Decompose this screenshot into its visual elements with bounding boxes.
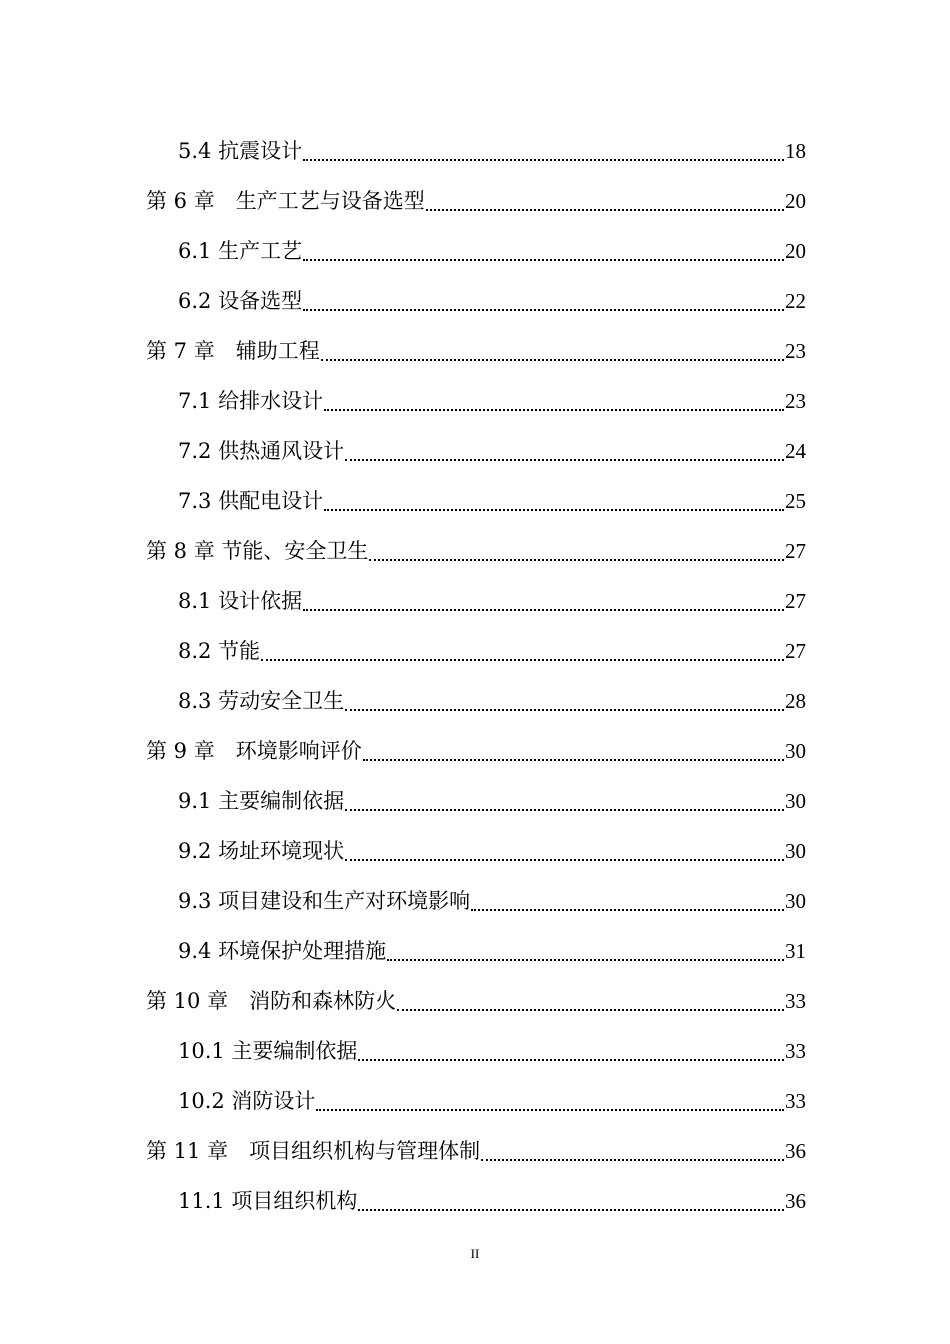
dot-leader (358, 1059, 784, 1061)
toc-entry-page: 22 (785, 289, 806, 313)
toc-entry-page: 33 (785, 1039, 806, 1063)
toc-entry[interactable] (178, 576, 806, 626)
toc-entry-page: 23 (785, 389, 806, 413)
toc-entry-title: 7.3 供配电设计 (178, 489, 324, 513)
toc-entry-page: 31 (785, 939, 806, 963)
dot-leader (387, 959, 784, 961)
toc-entry[interactable] (146, 176, 806, 226)
dot-leader (363, 759, 784, 761)
dot-leader (303, 309, 784, 311)
toc-entry-title: 7.1 给排水设计 (178, 389, 324, 413)
toc-entry-page: 30 (785, 739, 806, 763)
dot-leader (345, 809, 784, 811)
toc-entry-title: 8.2 节能 (178, 639, 261, 663)
toc-entry[interactable] (146, 976, 806, 1026)
dot-leader (481, 1159, 784, 1161)
toc-entry-page: 25 (785, 489, 806, 513)
toc-entry-title: 9.1 主要编制依据 (178, 789, 345, 813)
toc-entry[interactable] (178, 126, 806, 176)
toc-entry[interactable] (178, 876, 806, 926)
toc-entry[interactable] (178, 626, 806, 676)
dot-leader (426, 209, 784, 211)
toc-entry-title: 第 11 章 项目组织机构与管理体制 (146, 1139, 481, 1163)
toc-entry-page: 20 (785, 189, 806, 213)
toc-entry-title: 8.3 劳动安全卫生 (178, 689, 345, 713)
toc-entry[interactable] (178, 376, 806, 426)
toc-entry-title: 11.1 项目组织机构 (178, 1189, 358, 1213)
toc-entry-page: 33 (785, 1089, 806, 1113)
toc-entry-title: 10.1 主要编制依据 (178, 1039, 358, 1063)
toc-entry-page: 27 (785, 639, 806, 663)
toc-entry-title: 9.2 场址环境现状 (178, 839, 345, 863)
toc-entry[interactable] (178, 226, 806, 276)
dot-leader (369, 559, 784, 561)
toc-entry-title: 第 9 章 环境影响评价 (146, 739, 362, 763)
toc-entry-title: 9.4 环境保护处理措施 (178, 939, 387, 963)
toc-entry[interactable] (178, 1026, 806, 1076)
toc-entry[interactable] (178, 476, 806, 526)
toc-entry-page: 27 (785, 589, 806, 613)
toc-entry-title: 7.2 供热通风设计 (178, 439, 345, 463)
dot-leader (324, 409, 784, 411)
toc-entry[interactable] (178, 1176, 806, 1226)
toc-entry-page: 30 (785, 889, 806, 913)
dot-leader (471, 909, 784, 911)
toc-entry-page: 36 (785, 1189, 806, 1213)
toc-entry-title: 第 8 章 节能、安全卫生 (146, 539, 369, 563)
dot-leader (345, 859, 784, 861)
toc-entry-title: 第 6 章 生产工艺与设备选型 (146, 189, 425, 213)
toc-entry[interactable] (178, 676, 806, 726)
toc-entry-title: 6.2 设备选型 (178, 289, 303, 313)
toc-entry-page: 24 (785, 439, 806, 463)
toc-entry-title: 8.1 设计依据 (178, 589, 303, 613)
toc-entry[interactable] (146, 326, 806, 376)
toc-entry[interactable] (146, 726, 806, 776)
toc-entry-page: 27 (785, 539, 806, 563)
page-footer-number: II (470, 1246, 480, 1261)
toc-entry-page: 33 (785, 989, 806, 1013)
dot-leader (303, 259, 784, 261)
toc-entry[interactable] (178, 826, 806, 876)
toc-entry[interactable] (146, 526, 806, 576)
toc-entry-page: 30 (785, 839, 806, 863)
toc-entry-page: 36 (785, 1139, 806, 1163)
toc-entry[interactable] (146, 1126, 806, 1176)
toc-entry-page: 20 (785, 239, 806, 263)
toc-entry-page: 23 (785, 339, 806, 363)
dot-leader (321, 359, 784, 361)
toc-entry-title: 9.3 项目建设和生产对环境影响 (178, 889, 471, 913)
toc-entry-title: 6.1 生产工艺 (178, 239, 303, 263)
toc-entry-page: 18 (785, 139, 806, 163)
toc-entry-title: 10.2 消防设计 (178, 1089, 316, 1113)
toc-entry[interactable] (178, 926, 806, 976)
dot-leader (397, 1009, 784, 1011)
dot-leader (345, 459, 784, 461)
toc-entry[interactable] (178, 1076, 806, 1126)
toc-entry-title: 第 10 章 消防和森林防火 (146, 989, 397, 1013)
toc-entry[interactable] (178, 776, 806, 826)
toc-entry-title: 5.4 抗震设计 (178, 139, 303, 163)
toc-entry-page: 28 (785, 689, 806, 713)
dot-leader (303, 609, 784, 611)
dot-leader (303, 159, 784, 161)
toc-entry[interactable] (178, 426, 806, 476)
dot-leader (324, 509, 784, 511)
dot-leader (358, 1209, 784, 1211)
dot-leader (345, 709, 784, 711)
toc-entry-title: 第 7 章 辅助工程 (146, 339, 320, 363)
dot-leader (316, 1109, 784, 1111)
toc-entry-page: 30 (785, 789, 806, 813)
toc-entry[interactable] (178, 276, 806, 326)
dot-leader (261, 659, 784, 661)
